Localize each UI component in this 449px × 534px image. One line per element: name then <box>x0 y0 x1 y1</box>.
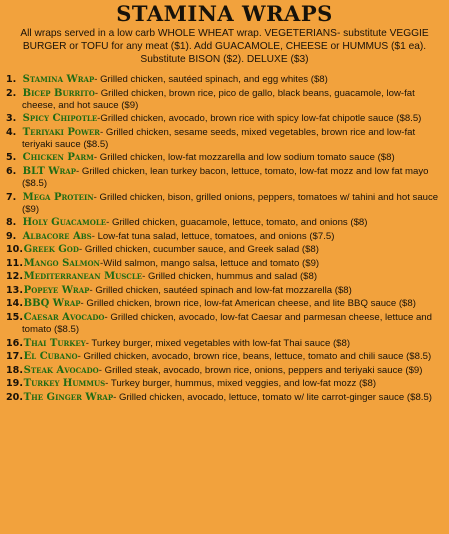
menu-item-number: 15. <box>6 311 23 323</box>
menu-item-number: 5. <box>6 152 17 164</box>
menu-item-number: 14. <box>6 298 23 310</box>
menu-item-name: Mango Salmon <box>23 257 100 269</box>
menu-item-number: 6. <box>6 165 17 177</box>
menu-item <box>6 152 443 164</box>
menu-item-description: - Low-fat tuna salad, lettuce, tomatoes, and onions ($7.5) <box>91 230 335 242</box>
menu-item <box>6 298 443 310</box>
menu-items-list <box>6 74 443 404</box>
menu-item-number: 2. <box>6 87 17 99</box>
menu-item-name: Albacore Abs <box>22 230 92 242</box>
menu-item-description: -Grilled chicken, avocado, brown rice with spicy low-fat chipotle sauce ($8.5) <box>97 113 422 125</box>
menu-item-description: - Grilled chicken, brown rice, low-fat American cheese, and lite BBQ sauce ($8) <box>80 298 416 310</box>
menu-item <box>6 285 443 297</box>
menu-item-number: 4. <box>6 126 17 138</box>
menu-item-name: Chicken Parm <box>22 152 94 164</box>
menu-item <box>6 271 443 283</box>
menu-item-description: - Grilled chicken, avocado, lettuce, tomato w/ lite carrot-ginger sauce ($8.5) <box>113 391 432 403</box>
menu-item-name: Popeye Wrap <box>23 284 90 296</box>
menu-item-number: 8. <box>6 217 17 229</box>
menu-item <box>6 113 443 125</box>
menu-item-number: 19. <box>6 378 23 390</box>
menu-item <box>6 74 443 86</box>
menu-item-number: 7. <box>6 191 17 203</box>
menu-item-name: Greek God <box>23 244 79 256</box>
menu-item <box>6 365 443 377</box>
menu-item-description: - Turkey burger, hummus, mixed veggies, and low-fat mozz ($8) <box>105 378 377 390</box>
menu-item-description: - Grilled chicken, sautéed spinach, and egg whites ($8) <box>94 74 328 85</box>
menu-item-number: 10. <box>6 244 23 256</box>
menu-item-name: Mediterranean Muscle <box>23 271 143 283</box>
menu-item-name: Stamina Wrap <box>22 74 95 85</box>
menu-item-number: 3. <box>6 113 17 125</box>
menu-item <box>6 231 443 243</box>
menu-item-name: Turkey Hummus <box>23 378 106 390</box>
menu-item-name: Steak Avocado <box>23 364 99 376</box>
menu-item <box>6 217 443 229</box>
menu-item-number: 13. <box>6 284 23 296</box>
menu-item-description: - Grilled chicken, cucumber sauce, and Greek salad ($8) <box>78 244 319 256</box>
menu-item-number: 11. <box>6 257 23 269</box>
menu-item-description: - Grilled chicken, lean turkey bacon, lettuce, tomato, low-fat mozz and low fat mayo ($8.5) <box>22 165 429 190</box>
menu-item <box>6 338 443 350</box>
menu-item-name: Spicy Chipotle <box>22 113 98 125</box>
menu-item-description: - Grilled chicken, avocado, low-fat Caesar and parmesan cheese, lettuce and tomato ($8.5) <box>22 311 432 336</box>
menu-item <box>6 127 443 151</box>
menu-item <box>6 244 443 256</box>
menu-item <box>6 351 443 363</box>
menu-item <box>6 166 443 190</box>
menu-item-name: Holy Guacamole <box>22 217 107 229</box>
menu-item-name: Teriyaki Power <box>22 126 100 138</box>
menu-title: STAMINA WRAPS <box>116 1 333 26</box>
menu-item-number: 20. <box>6 391 23 403</box>
menu-item-name: BBQ Wrap <box>23 298 81 310</box>
menu-item-description: - Grilled chicken, brown rice, pico de gallo, black beans, guacamole, low-fat cheese, and hot sauce ($9) <box>22 87 415 111</box>
menu-item <box>6 378 443 390</box>
menu-item-name: Mega Protein <box>22 191 94 203</box>
menu-item-number: 16. <box>6 337 23 349</box>
menu-item-name: Thai Turkey <box>23 337 86 349</box>
menu-item-number: 9. <box>6 230 17 242</box>
menu-item-description: - Grilled chicken, guacamole, lettuce, tomato, and onions ($8) <box>106 217 368 229</box>
menu-item-description: - Grilled steak, avocado, brown rice, onions, peppers and teriyaki sauce ($9) <box>98 364 423 376</box>
menu-item <box>6 88 443 112</box>
menu-item-description: - Grilled chicken, sesame seeds, mixed vegetables, brown rice and low-fat teriyaki sauce ($8.5) <box>22 126 416 150</box>
menu-item <box>6 258 443 270</box>
menu-item <box>6 192 443 216</box>
menu-item-description: - Grilled chicken, bison, grilled onions, peppers, tomatoes w/ tahini and hot sauce ($9) <box>22 191 439 215</box>
menu-item-description: - Grilled chicken, avocado, brown rice, beans, lettuce, tomato and chili sauce ($8.5) <box>77 351 432 363</box>
menu-item-number: 18. <box>6 364 23 376</box>
menu-item-description: - Grilled chicken, hummus and salad ($8) <box>142 271 318 283</box>
menu-item <box>6 392 443 404</box>
menu-item-description: -Wild salmon, mango salsa, lettuce and tomato ($9) <box>99 257 320 269</box>
menu-item-name: Caesar Avocado <box>23 311 105 323</box>
menu-item-name: BLT Wrap <box>22 165 77 177</box>
menu-item-name: El Cubano <box>23 351 78 363</box>
menu-item-description: - Turkey burger, mixed vegetables with low-fat Thai sauce ($8) <box>85 337 351 349</box>
menu-item-number: 1. <box>6 74 17 85</box>
menu-item-number: 12. <box>6 271 23 283</box>
menu-intro: All wraps served in a low carb WHOLE WHEAT wrap. VEGETERIANS- substitute VEGGIE BURGER or TOFU for any meat ($1). Add GUACAMOLE, CHEESE or HUMMUS ($1 ea). Substitute BISON ($2). DELUXE ($3) <box>20 28 429 65</box>
menu-item-name: Bicep Burrito <box>22 87 95 99</box>
menu-item-name: The Ginger Wrap <box>23 391 114 403</box>
menu-item-description: - Grilled chicken, sautéed spinach and low-fat mozzarella ($8) <box>89 284 352 296</box>
menu-item-description: - Grilled chicken, low-fat mozzarella and low sodium tomato sauce ($8) <box>93 152 395 164</box>
menu-item <box>6 312 443 336</box>
menu-item-number: 17. <box>6 351 23 363</box>
